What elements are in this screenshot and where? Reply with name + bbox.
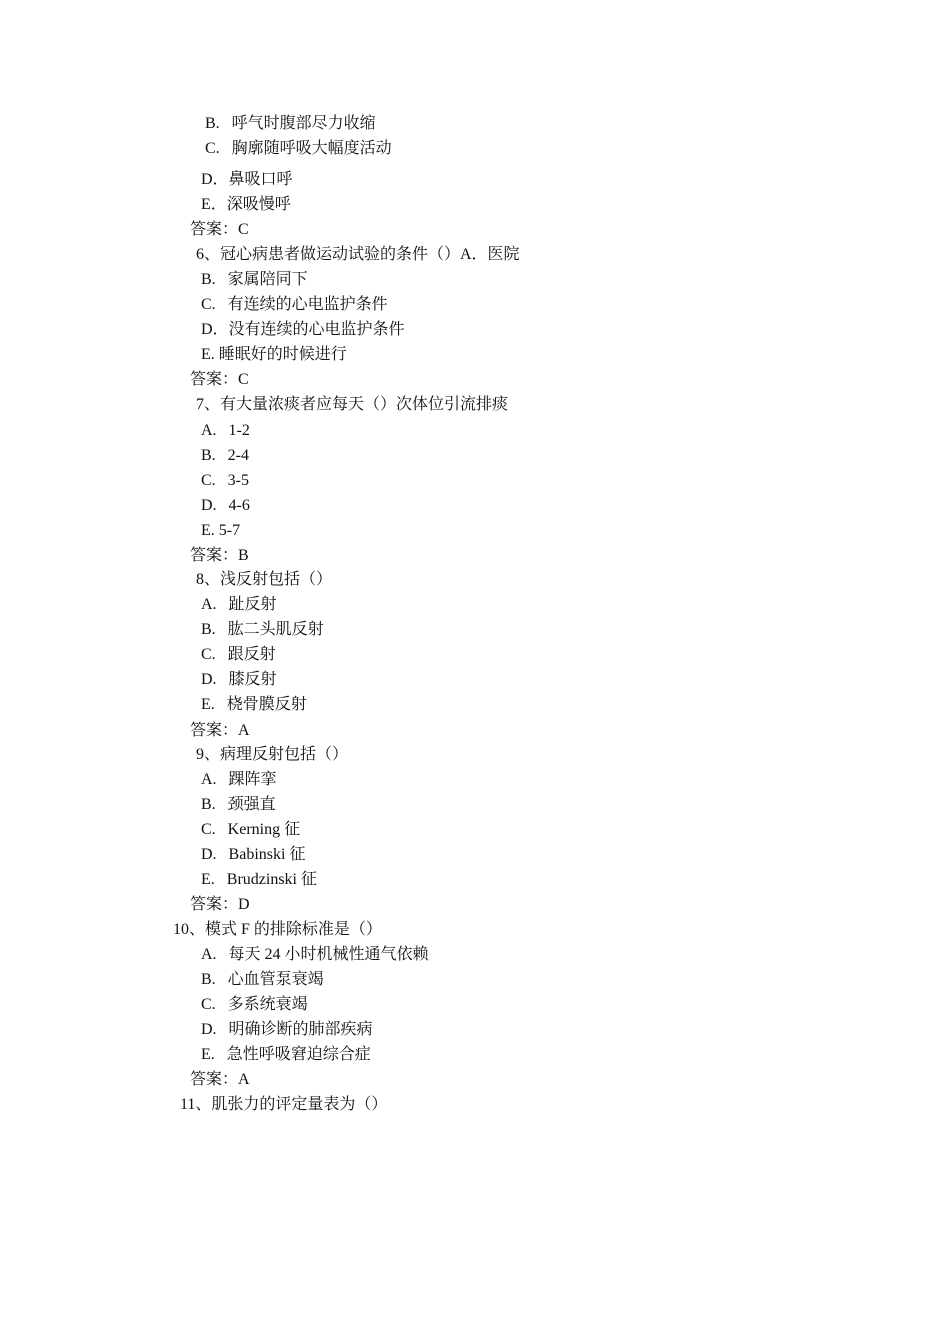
option-c-q8: C. 跟反射 [201, 646, 276, 663]
option-c-q7: C. 3-5 [201, 472, 249, 489]
question-10: 10、模式 F 的排除标准是（） [173, 921, 382, 938]
option-e-q7: E. 5-7 [201, 522, 241, 539]
option-e-q8: E. 桡骨膜反射 [201, 696, 307, 713]
question-8: 8、浅反射包括（） [196, 571, 333, 588]
option-c-q9: C. Kerning 征 [201, 821, 301, 838]
option-b-q5: B. 呼气时腹部尽力收缩 [205, 115, 376, 132]
option-d-q8: D. 膝反射 [201, 671, 277, 688]
question-9: 9、病理反射包括（） [196, 746, 349, 763]
option-c-q6: C. 有连续的心电监护条件 [201, 296, 388, 313]
question-11: 11、肌张力的评定量表为（） [180, 1096, 388, 1113]
option-e-q9: E. Brudzinski 征 [201, 871, 317, 888]
option-c-q5: C. 胸廓随呼吸大幅度活动 [205, 140, 392, 157]
option-d-q10: D. 明确诊断的肺部疾病 [201, 1021, 373, 1038]
option-e-q10: E. 急性呼吸窘迫综合症 [201, 1046, 371, 1063]
option-e-q6: E. 睡眠好的时候进行 [201, 346, 347, 363]
answer-q6: 答案：C [190, 371, 249, 388]
option-e-q5: E．深吸慢呼 [201, 196, 291, 213]
option-d-q5: D．鼻吸口呼 [201, 171, 293, 188]
option-a-q10: A. 每天 24 小时机械性通气依赖 [201, 946, 429, 963]
option-d-q7: D. 4-6 [201, 497, 250, 514]
option-d-q9: D. Babinski 征 [201, 846, 306, 863]
option-c-q10: C. 多系统衰竭 [201, 996, 308, 1013]
option-b-q9: B. 颈强直 [201, 796, 276, 813]
question-6: 6、冠心病患者做运动试验的条件（）A．医院 [196, 246, 520, 263]
answer-q9: 答案：D [190, 896, 250, 913]
option-d-q6: D．没有连续的心电监护条件 [201, 321, 405, 338]
option-a-q9: A. 踝阵挛 [201, 771, 277, 788]
option-a-q7: A. 1-2 [201, 422, 250, 439]
option-b-q6: B. 家属陪同下 [201, 271, 308, 288]
question-7: 7、有大量浓痰者应每天（）次体位引流排痰 [196, 396, 509, 413]
answer-q10: 答案：A [190, 1071, 250, 1088]
option-a-q8: A. 趾反射 [201, 596, 277, 613]
answer-q7: 答案：B [190, 547, 249, 564]
answer-q5: 答案：C [190, 221, 249, 238]
option-b-q10: B. 心血管泵衰竭 [201, 971, 324, 988]
option-b-q7: B. 2-4 [201, 447, 249, 464]
option-b-q8: B. 肱二头肌反射 [201, 621, 324, 638]
answer-q8: 答案：A [190, 722, 250, 739]
